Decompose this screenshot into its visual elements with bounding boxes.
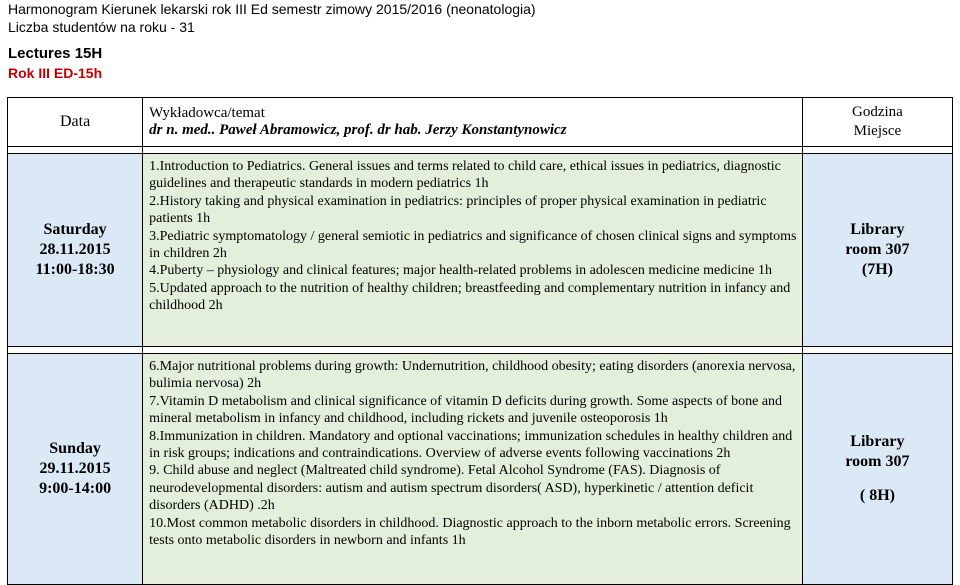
spacer-row bbox=[8, 347, 953, 354]
header-topic-label: Wykładowca/temat bbox=[149, 105, 265, 121]
list-item: 3.Pediatric symptomatology / general semiotic in pediatrics and significance of chosen clinical signs and symptoms in children 2h bbox=[149, 228, 797, 262]
list-item: 4.Puberty – physiology and clinical features; major health-related problems in adolescen medicine medicine 1h bbox=[149, 263, 772, 279]
list-item: 7.Vitamin D metabolism and clinical significance of vitamin D deficits during growth. Some aspects of bone and mineral metabolism in infancy and childhood, including rickets and juvenile osteoporosis 1h bbox=[149, 393, 783, 427]
schedule-table bbox=[7, 97, 953, 585]
day-name: Sunday bbox=[49, 440, 101, 457]
day-date: 28.11.2015 bbox=[39, 241, 111, 258]
day-time: 11:00-18:30 bbox=[35, 261, 115, 278]
topic-cell bbox=[143, 354, 803, 585]
list-item: 6.Major nutritional problems during growth: Undernutrition, childhood obesity; eating disorders (anorexia nervosa, bulimia nervosa) 2h bbox=[149, 359, 796, 392]
header-lecturers: dr n. med.. Paweł Abramowicz, prof. dr hab. Jerzy Konstantynowicz bbox=[149, 122, 567, 138]
student-count: Liczba studentów na roku - 31 bbox=[8, 19, 195, 35]
table-header-row bbox=[8, 98, 953, 147]
header-location bbox=[802, 98, 952, 147]
location-hours: ( 8H) bbox=[859, 487, 895, 504]
location-hours: (7H) bbox=[861, 261, 893, 278]
document-title: Harmonogram Kierunek lekarski rok III Ed semestr zimowy 2015/2016 (neonatologia) bbox=[8, 1, 536, 17]
location-name: Library bbox=[850, 221, 905, 238]
table-row bbox=[8, 154, 953, 347]
day-date: 29.11.2015 bbox=[39, 460, 111, 477]
list-item: 10.Most common metabolic disorders in childhood. Diagnostic approach to the inborn metabolic errors. Screening tests onto metabolic disorders in newborn and infants 1h bbox=[149, 515, 791, 549]
year-label: Rok III ED-15h bbox=[8, 65, 103, 81]
header-topic bbox=[143, 98, 803, 147]
list-item: 9. Child abuse and neglect (Maltreated child syndrome). Fetal Alcohol Syndrome (FAS). Diagnosis of neurodevelopmental disorders: autism and autism spectrum disorders( ASD), hyperkinetic / attention deficit disorders (ADHD) .2h bbox=[149, 463, 754, 514]
day-name: Saturday bbox=[43, 221, 107, 238]
list-item: 2.History taking and physical examination in pediatrics: principles of proper physical examination in pediatric patients 1h bbox=[149, 193, 767, 227]
date-cell bbox=[8, 354, 143, 585]
location-cell bbox=[802, 354, 952, 585]
lectures-label: Lectures 15H bbox=[8, 45, 103, 62]
table-row bbox=[8, 354, 953, 585]
header-date: Data bbox=[8, 98, 143, 147]
header-hour-label: Godzina bbox=[852, 104, 903, 120]
list-item: 5.Updated approach to the nutrition of healthy children; breastfeeding and complementary nutrition in infancy and childhood 2h bbox=[149, 280, 791, 314]
location-room: room 307 bbox=[845, 241, 910, 258]
list-item: 8.Immunization in children. Mandatory and optional vaccinations; immunization schedules in healthy children and in risk groups; indications and contraindications. Overview of adverse events following vaccinations 2h bbox=[149, 428, 793, 462]
topic-cell bbox=[143, 154, 803, 347]
date-cell bbox=[8, 154, 143, 347]
day-time: 9:00-14:00 bbox=[39, 480, 112, 497]
location-name: Library bbox=[850, 433, 905, 450]
location-cell bbox=[802, 154, 952, 347]
spacer-row bbox=[8, 147, 953, 154]
list-item: 1.Introduction to Pediatrics. General issues and terms related to child care, ethical issues in pediatrics, diagnostic guidelines and therapeutic standards in modern pediatrics 1h bbox=[149, 159, 781, 192]
header-place-label: Miejsce bbox=[853, 123, 902, 139]
location-room: room 307 bbox=[845, 453, 910, 470]
